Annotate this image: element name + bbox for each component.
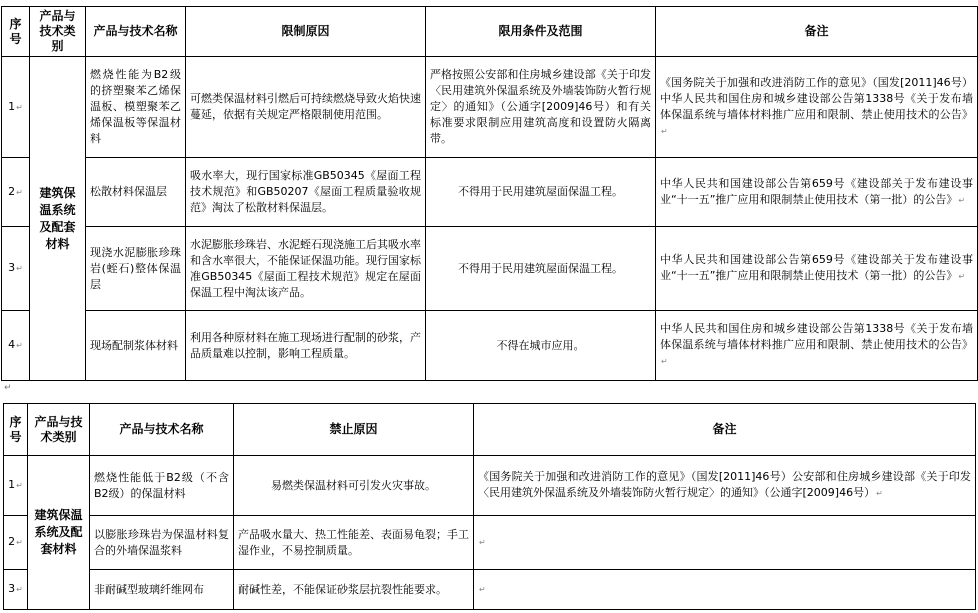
table2-header-row xyxy=(4,404,976,456)
row-name: 现浇水泥膨胀珍珠岩(蛭石)整体保温层 xyxy=(86,227,186,311)
row-index: 3↵ xyxy=(4,570,28,610)
row-index: 1↵ xyxy=(2,57,30,158)
header-index: 序号 xyxy=(4,404,28,456)
row-name: 松散材料保温层 xyxy=(86,158,186,227)
row-note: 中华人民共和国建设部公告第659号《建设部关于发布建设事业“十一五”推广应用和限制禁止使用技术（第一批）的公告》↵ xyxy=(656,158,978,227)
table-row xyxy=(2,57,978,158)
row-note: 《国务院关于加强和改进消防工作的意见》（国发[2011]46号）中华人民共和国住房和城乡建设部公告第1338号《关于发布墙体保温系统与墙体材料推广应用和限制、禁止使用技术的公告》↵ xyxy=(656,57,978,158)
row-note: ↵ xyxy=(474,570,976,610)
category-cell: 建筑保温系统及配套材料 xyxy=(28,456,90,610)
header-condition: 限用条件及范围 xyxy=(426,7,656,57)
row-index: 2↵ xyxy=(2,158,30,227)
row-reason: 产品吸水量大、热工性能差、表面易龟裂；手工湿作业，不易控制质量。 xyxy=(234,516,474,570)
row-reason: 易燃类保温材料可引发火灾事故。 xyxy=(234,456,474,516)
row-name: 现场配制浆体材料 xyxy=(86,311,186,381)
header-category: 产品与技术类别 xyxy=(30,7,86,57)
row-reason: 吸水率大，现行国家标准GB50345《屋面工程技术规范》和GB50207《屋面工程质量验收规范》淘汰了松散材料保温层。 xyxy=(186,158,426,227)
row-index: 4↵ xyxy=(2,311,30,381)
header-note: 备注 xyxy=(656,7,978,57)
table-row xyxy=(2,311,978,381)
header-category: 产品与技术类别 xyxy=(28,404,90,456)
row-condition: 不得在城市应用。 xyxy=(426,311,656,381)
row-name: 燃烧性能低于B2级（不含B2级）的保温材料 xyxy=(90,456,234,516)
header-reason: 限制原因 xyxy=(186,7,426,57)
row-condition: 不得用于民用建筑屋面保温工程。 xyxy=(426,158,656,227)
table-row xyxy=(2,227,978,311)
row-index: 3↵ xyxy=(2,227,30,311)
row-reason: 水泥膨胀珍珠岩、水泥蛭石现浇施工后其吸水率和含水率很大，不能保证保温功能。现行国家标准GB50345《屋面工程技术规范》规定在屋面保温工程中淘汰该产品。 xyxy=(186,227,426,311)
row-name: 非耐碱型玻璃纤维网布 xyxy=(90,570,234,610)
table-row xyxy=(4,456,976,516)
table-row xyxy=(2,158,978,227)
table-row xyxy=(4,570,976,610)
row-reason: 耐碱性差，不能保证砂浆层抗裂性能要求。 xyxy=(234,570,474,610)
row-note: 中华人民共和国建设部公告第659号《建设部关于发布建设事业“十一五”推广应用和限制禁止使用技术（第一批）的公告》↵ xyxy=(656,227,978,311)
paragraph-mark: ↵ xyxy=(4,383,12,393)
header-index: 序号 xyxy=(2,7,30,57)
row-note: 《国务院关于加强和改进消防工作的意见》（国发[2011]46号）公安部和住房城乡建设部《关于印发〈民用建筑外保温系统及外墙装饰防火暂行规定〉的通知》（公通字[2009]46号）↵ xyxy=(474,456,976,516)
row-name: 以膨胀珍珠岩为保温材料复合的外墙保温浆料 xyxy=(90,516,234,570)
table-row xyxy=(4,516,976,570)
row-condition: 不得用于民用建筑屋面保温工程。 xyxy=(426,227,656,311)
row-reason: 可燃类保温材料引燃后可持续燃烧导致火焰快速蔓延，依据有关规定严格限制使用范围。 xyxy=(186,57,426,158)
row-note: ↵ xyxy=(474,516,976,570)
header-reason: 禁止原因 xyxy=(234,404,474,456)
row-index: 1↵ xyxy=(4,456,28,516)
restricted-technologies-table xyxy=(1,6,978,381)
table1-header-row xyxy=(2,7,978,57)
row-name: 燃烧性能为B2级的挤塑聚苯乙烯保温板、模塑聚苯乙烯保温板等保温材料 xyxy=(86,57,186,158)
row-index: 2↵ xyxy=(4,516,28,570)
prohibited-technologies-table xyxy=(3,403,976,610)
row-note: 中华人民共和国住房和城乡建设部公告第1338号《关于发布墙体保温系统与墙体材料推广应用和限制、禁止使用技术的公告》↵ xyxy=(656,311,978,381)
category-cell: 建筑保温系统及配套材料 xyxy=(30,57,86,381)
header-name: 产品与技术名称 xyxy=(86,7,186,57)
row-reason: 利用各种原材料在施工现场进行配制的砂浆，产品质量难以控制，影响工程质量。 xyxy=(186,311,426,381)
row-condition: 严格按照公安部和住房城乡建设部《关于印发〈民用建筑外保温系统及外墙装饰防火暂行规定〉的通知》（公通字[2009]46号）和有关标准要求限制应用建筑高度和设置防火隔离带。 xyxy=(426,57,656,158)
header-name: 产品与技术名称 xyxy=(90,404,234,456)
header-note: 备注 xyxy=(474,404,976,456)
